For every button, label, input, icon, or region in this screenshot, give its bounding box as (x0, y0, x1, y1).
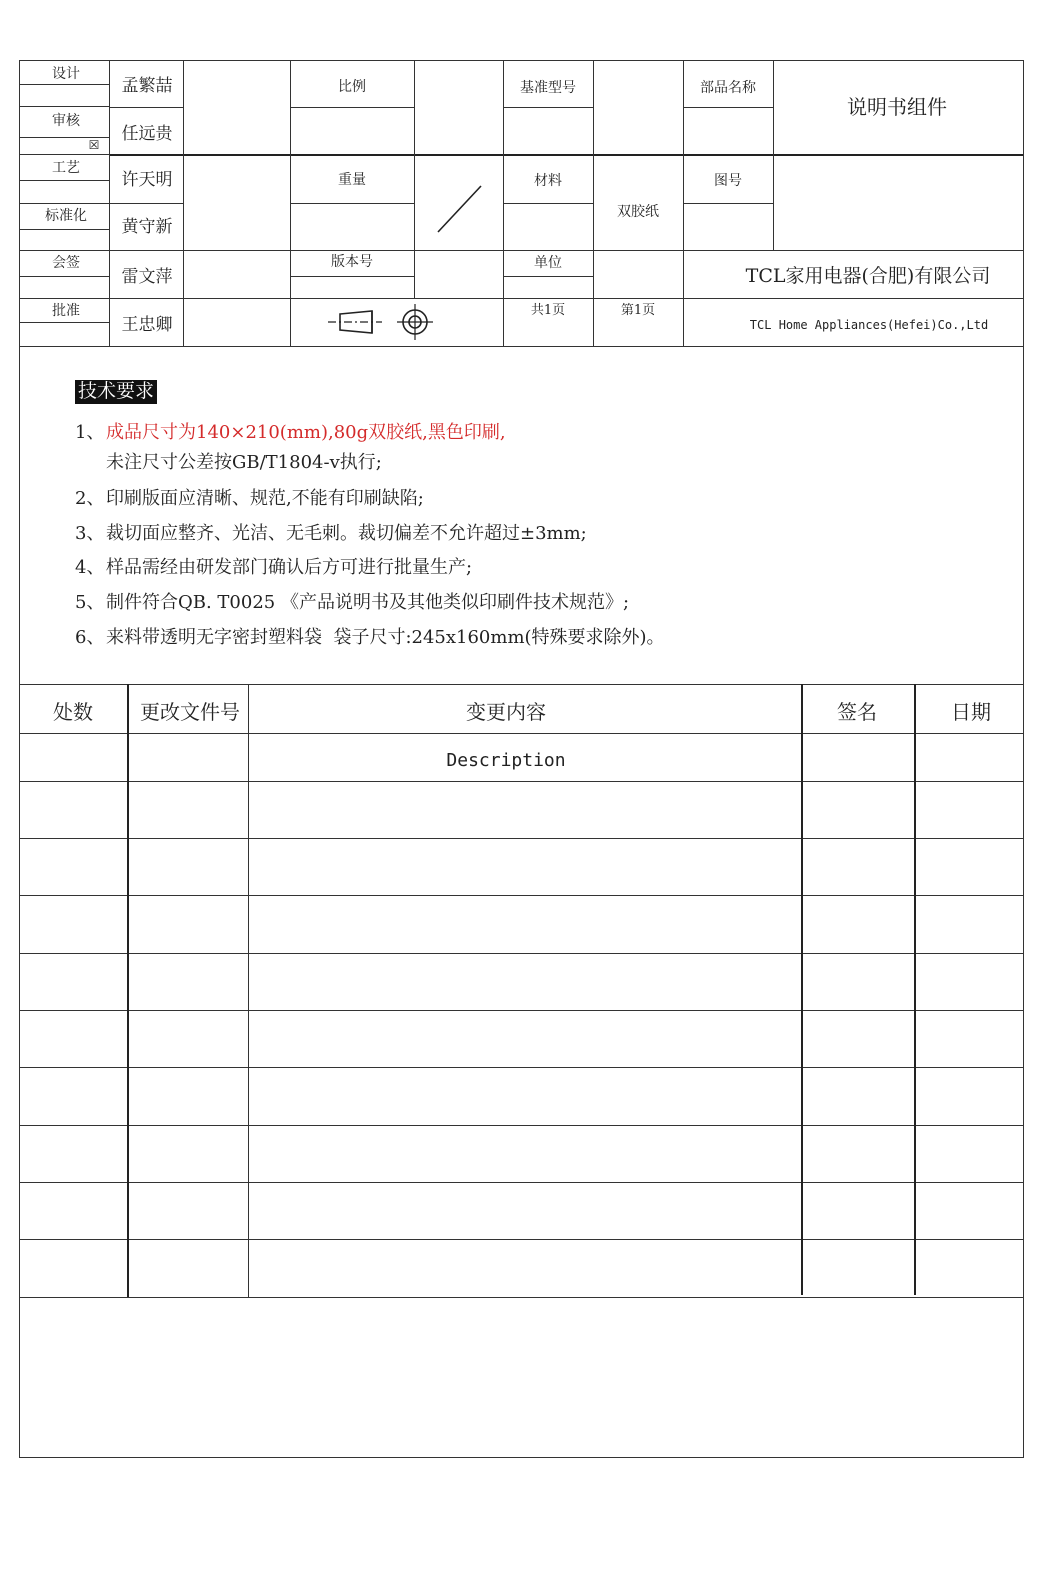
part-name-label: 部品名称 (700, 80, 756, 96)
check-mark: ☒ (88, 138, 100, 152)
total-pages: 共1页 (530, 303, 566, 318)
target-circle-icon (394, 302, 436, 342)
req-6-text: 来料带透明无字密封塑料袋 袋子尺寸:245x160mm(特殊要求除外)。 (106, 627, 665, 648)
req-4-number: 4、 (75, 557, 105, 578)
req-2-text: 印刷版面应清晰、规范,不能有印刷缺陷; (106, 488, 424, 509)
req-6-number: 6、 (75, 627, 105, 648)
header-change-doc-no: 更改文件号 (140, 700, 240, 724)
req-2-number: 2、 (75, 488, 105, 509)
scale-label: 比例 (338, 79, 366, 95)
third-angle-projection-icon (325, 303, 385, 341)
req-3-text: 裁切面应整齐、光洁、无毛刺。裁切偏差不允许超过±3mm; (106, 523, 587, 544)
req-1-text: 成品尺寸为140×210(mm),80g双胶纸,黑色印刷, (106, 422, 506, 443)
role-label-review: 审核 (52, 113, 80, 129)
description-cell: Description (446, 750, 566, 771)
role-label-countersign: 会签 (52, 255, 80, 271)
drawing-number-label: 图号 (714, 173, 742, 189)
material-label: 材料 (534, 173, 562, 189)
version-label: 版本号 (331, 254, 373, 270)
req-4-text: 样品需经由研发部门确认后方可进行批量生产; (106, 557, 473, 578)
part-name-value: 说明书组件 (847, 95, 947, 119)
base-model-label: 基准型号 (520, 80, 576, 96)
process-name: 许天明 (121, 170, 173, 190)
company-name-cn: TCL家用电器(合肥)有限公司 (745, 265, 991, 287)
header-date: 日期 (951, 700, 991, 724)
req-5-number: 5、 (75, 592, 105, 613)
req-1-number: 1、 (75, 422, 105, 443)
requirements-heading: 技术要求 (75, 380, 157, 404)
weight-label: 重量 (338, 172, 366, 188)
company-name-en: TCL Home Appliances(Hefei)Co.,Ltd (749, 318, 989, 332)
reviewer-name: 任远贵 (121, 124, 173, 144)
role-label-standardization: 标准化 (45, 208, 87, 224)
req-3-number: 3、 (75, 523, 105, 544)
countersign-name: 雷文萍 (121, 267, 173, 287)
material-value: 双胶纸 (617, 204, 659, 220)
header-signature: 签名 (837, 700, 877, 724)
header-count: 处数 (53, 700, 93, 724)
page-number: 第1页 (620, 303, 656, 318)
role-label-process: 工艺 (52, 160, 80, 176)
header-change-content: 变更内容 (466, 700, 546, 724)
req-1-continued: 未注尺寸公差按GB/T1804-v执行; (106, 452, 382, 473)
approver-name: 王忠卿 (121, 315, 173, 335)
standardization-name: 黄守新 (121, 217, 173, 237)
role-label-approve: 批准 (52, 303, 80, 319)
unit-label: 单位 (534, 255, 562, 271)
empty-value-slash (414, 155, 503, 250)
designer-name: 孟繁喆 (121, 76, 173, 96)
role-label-design: 设计 (52, 66, 80, 82)
req-5-text: 制件符合QB. T0025 《产品说明书及其他类似印刷件技术规范》; (106, 592, 630, 613)
